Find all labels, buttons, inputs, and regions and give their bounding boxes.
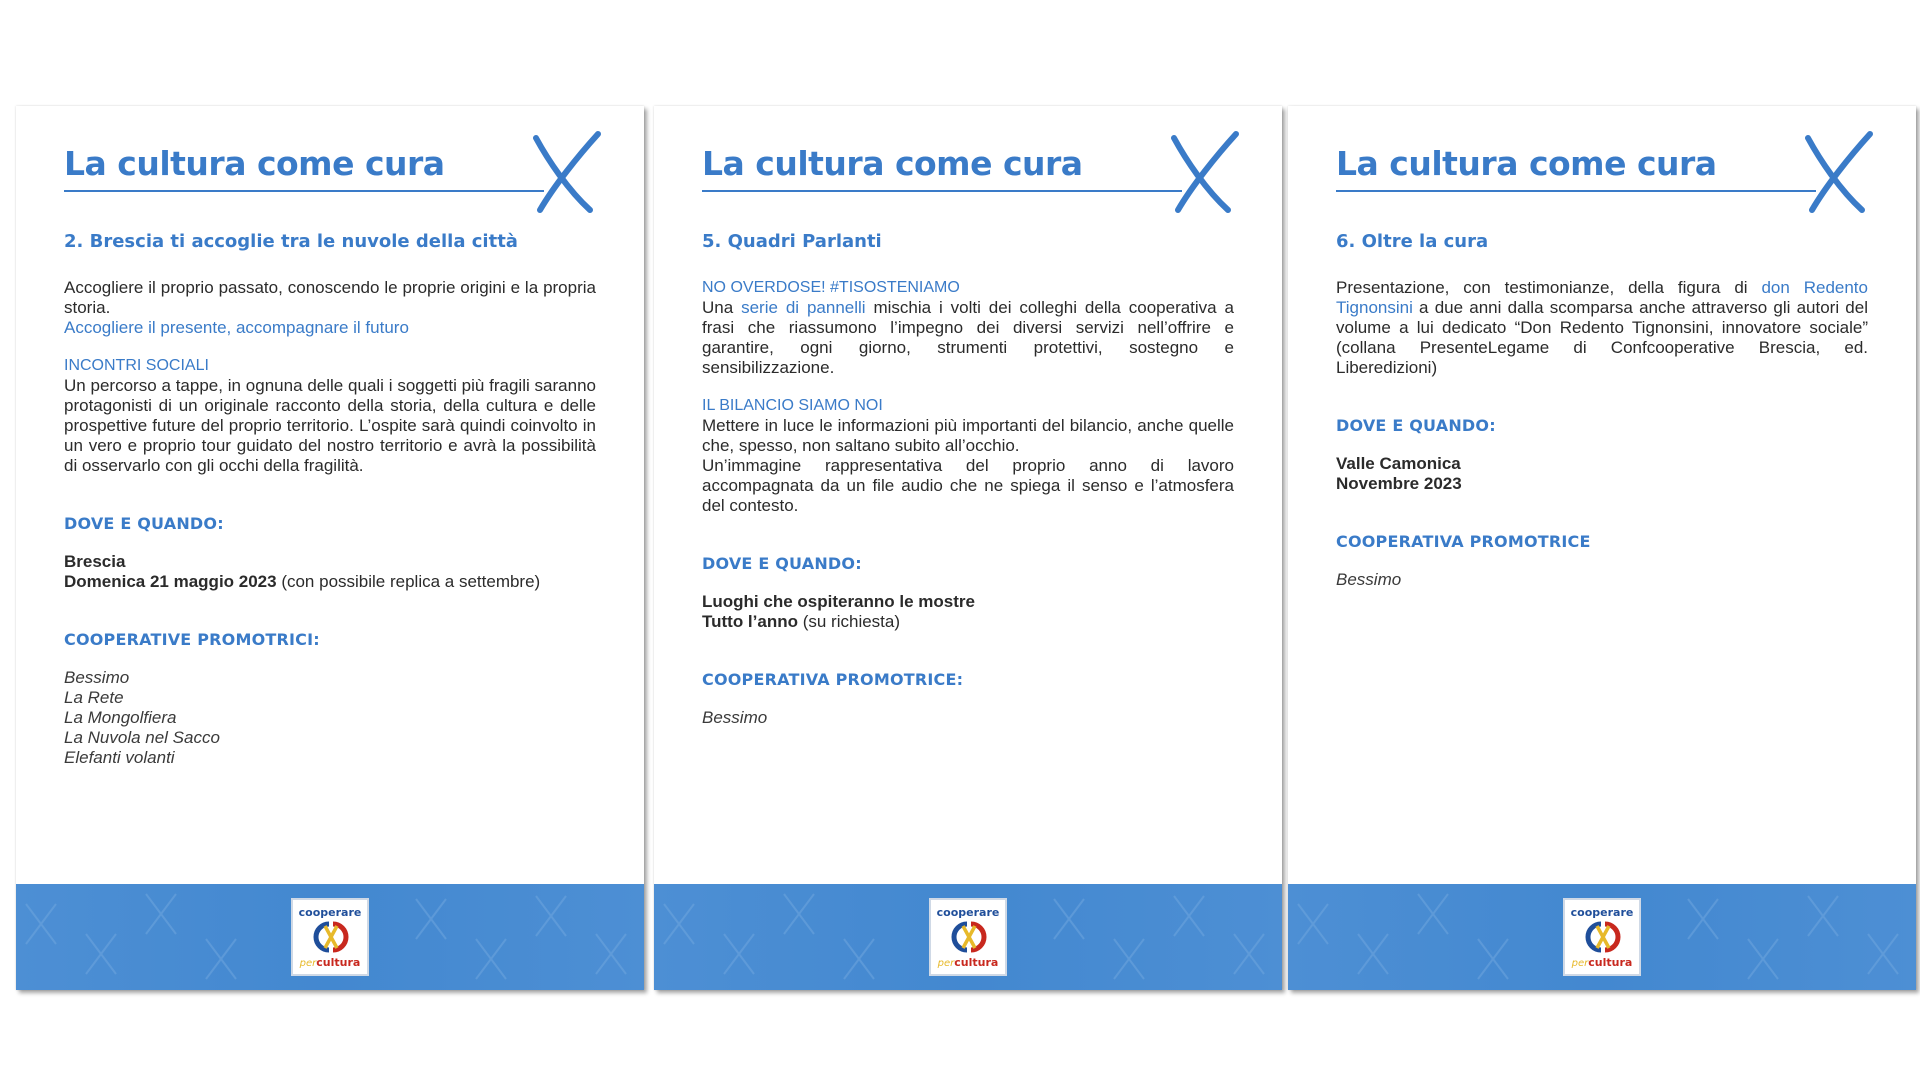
card-body xyxy=(64,232,596,768)
logo-mark-icon xyxy=(939,920,999,954)
card-title: La cultura come cura xyxy=(1336,144,1717,183)
card-title: La cultura come cura xyxy=(64,144,445,183)
promoters-list xyxy=(1336,570,1868,590)
section-title: 2. Brescia ti accoglie tra le nuvole della città xyxy=(64,231,518,252)
don-redento-link: don Redento Tignonsini xyxy=(1336,278,1868,317)
promoter-item: Bessimo xyxy=(1336,570,1402,589)
card-body xyxy=(702,232,1234,728)
card-footer xyxy=(1288,884,1916,990)
event-place: Luoghi che ospiteranno le mostre xyxy=(702,592,975,611)
cooperare-per-cultura-logo: cooperare percultura xyxy=(1563,898,1641,976)
section-title: 6. Oltre la cura xyxy=(1336,231,1489,252)
promoters-label: COOPERATIVA PROMOTRICE xyxy=(1336,532,1591,551)
event-card-brescia xyxy=(16,106,644,990)
card-header xyxy=(64,106,604,216)
sub-label-no-overdose: NO OVERDOSE! #TISOSTENIAMO xyxy=(702,279,960,296)
card-title: La cultura come cura xyxy=(702,144,1083,183)
promoter-item: Bessimo xyxy=(64,668,130,687)
logo-mark-icon xyxy=(301,920,361,954)
card-footer xyxy=(654,884,1282,990)
card-header xyxy=(702,106,1242,216)
event-date-line xyxy=(64,572,596,592)
title-underline xyxy=(1336,190,1816,192)
pannelli-link: serie di pannelli xyxy=(741,298,866,317)
event-date-line xyxy=(702,612,1234,632)
brand-x-icon xyxy=(528,130,608,214)
card-footer xyxy=(16,884,644,990)
body-text-3: Un’immagine rappresentativa del proprio anno di lavoro accompagnata da un file audio che ne spiega il senso e l’atmosfera del contesto. xyxy=(702,456,1234,515)
brand-x-icon xyxy=(1166,130,1246,214)
logo-mark-icon xyxy=(1573,920,1633,954)
body-text-1: Una serie di pannelli mischia i volti dei colleghi della cooperativa a frasi che riassumono l’impegno dei diversi servizi nell’offrire e garantire, ogni giorno, strumenti protettivi, sostegno e sensibilizzazione. xyxy=(702,298,1234,377)
promoter-item: La Rete xyxy=(64,688,124,707)
card-header xyxy=(1336,106,1876,216)
event-date-note: (con possibile replica a settembre) xyxy=(276,572,541,591)
intro-text: Accogliere il proprio passato, conoscendo le proprie origini e la propria storia. xyxy=(64,278,596,317)
title-underline xyxy=(64,190,544,192)
event-date-note: (su richiesta) xyxy=(798,612,901,631)
promoters-label: COOPERATIVA PROMOTRICE: xyxy=(702,670,964,689)
event-date: Domenica 21 maggio 2023 xyxy=(64,572,277,591)
cooperare-per-cultura-logo: cooperare percultura xyxy=(929,898,1007,976)
where-when-label: DOVE E QUANDO: xyxy=(64,514,224,533)
promoters-list xyxy=(64,668,596,768)
intro-highlight: Accogliere il presente, accompagnare il futuro xyxy=(64,318,409,337)
sub-label-bilancio: IL BILANCIO SIAMO NOI xyxy=(702,397,883,414)
event-card-oltre-la-cura xyxy=(1288,106,1916,990)
event-date: Tutto l’anno xyxy=(702,612,798,631)
body-text: Presentazione, con testimonianze, della figura di don Redento Tignonsini a due anni dalla scomparsa anche attraverso gli autori del volume a lui dedicato “Don Redento Tignonsini, innovatore sociale” (collana PresenteLegame di Confcooperative Brescia, ed. Liberedizioni) xyxy=(1336,278,1868,377)
promoter-item: La Nuvola nel Sacco xyxy=(64,728,220,747)
section-title: 5. Quadri Parlanti xyxy=(702,231,882,252)
event-date: Novembre 2023 xyxy=(1336,474,1462,493)
body-text: Un percorso a tappe, in ognuna delle quali i soggetti più fragili saranno protagonisti di un originale racconto della storia, della cultura e delle prospettive future del proprio territorio. L’ospite sarà quindi coinvolto in un vero e proprio tour guidato del nostro territorio e avrà la possibilità di osservarlo con gli occhi della fragilità. xyxy=(64,376,596,475)
where-when-label: DOVE E QUANDO: xyxy=(1336,416,1496,435)
promoter-item: Elefanti volanti xyxy=(64,748,175,767)
promoters-list xyxy=(702,708,1234,728)
sub-label-incontri: INCONTRI SOCIALI xyxy=(64,357,209,374)
promoter-item: Bessimo xyxy=(702,708,768,727)
body-text-2: Mettere in luce le informazioni più importanti del bilancio, anche quelle che, spesso, non saltano subito all’occhio. xyxy=(702,416,1234,455)
title-underline xyxy=(702,190,1182,192)
promoter-item: La Mongolfiera xyxy=(64,708,177,727)
cooperare-per-cultura-logo: cooperare percultura xyxy=(291,898,369,976)
brand-x-icon xyxy=(1800,130,1880,214)
where-when-label: DOVE E QUANDO: xyxy=(702,554,862,573)
event-place: Valle Camonica xyxy=(1336,454,1461,473)
event-card-quadri-parlanti xyxy=(654,106,1282,990)
card-body xyxy=(1336,232,1868,590)
promoters-label: COOPERATIVE PROMOTRICI: xyxy=(64,630,320,649)
event-place: Brescia xyxy=(64,552,126,571)
